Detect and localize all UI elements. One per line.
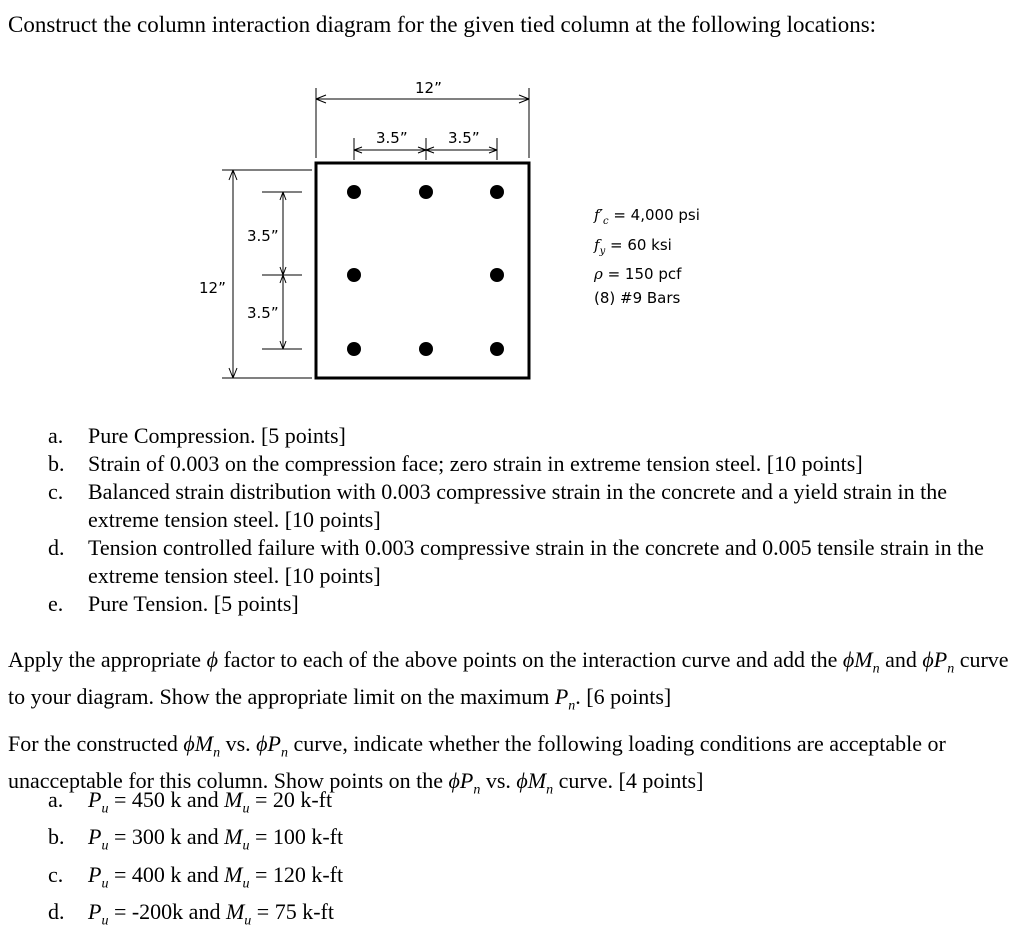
list-item <box>48 590 1018 618</box>
property-fc-value: = 4,000 psi <box>608 206 700 224</box>
property-fc: $f'_c = 4,000$ psi <box>594 206 700 227</box>
item-letter: a. <box>48 787 64 812</box>
dim-label-spacing-lower: 3.5” <box>247 304 279 322</box>
item-letter: d. <box>48 899 65 925</box>
list-item: c. $P_u = 400$ k and $M_u = 120$ k-ft <box>48 861 344 892</box>
loading-paragraph: For the constructed $\phi M_n$ vs. $\phi P_n$ curve, indicate whether the following loading conditions are acceptable or unacceptable for this column. Show points on the $\phi P_n$ vs. $\phi M_n$ curve. [4 points] <box>8 731 946 798</box>
item-letter: b. <box>48 451 65 476</box>
dim-label-top-width: 12” <box>415 79 442 97</box>
item-letter: e. <box>48 591 64 616</box>
rebar-group <box>347 185 504 356</box>
item-text: Pure Compression. [5 points] <box>88 423 346 448</box>
item-text: Balanced strain distribution with 0.003 compressive strain in the concrete and a yield strain in the extreme tension steel. [10 points] <box>88 479 947 532</box>
item-letter: d. <box>48 535 65 560</box>
list-item: a. $P_u = 450$ k and $M_u = 20$ k-ft <box>48 787 333 817</box>
list-item <box>48 422 1018 450</box>
list-item <box>48 450 1018 478</box>
column-cross-section-figure <box>0 0 1024 420</box>
dim-label-height: 12” <box>199 279 226 297</box>
dim-label-spacing-right: 3.5” <box>448 129 480 147</box>
rebar <box>419 185 433 199</box>
item-letter: a. <box>48 423 64 448</box>
list-item <box>48 534 1018 590</box>
list-item <box>48 478 1018 534</box>
material-properties <box>594 204 700 310</box>
list-item: d. $P_u = -200k$ and $M_u = 75$ k-ft <box>48 899 334 929</box>
task-list <box>48 422 1018 618</box>
item-letter: c. <box>48 861 64 887</box>
rebar <box>347 185 361 199</box>
item-text: Strain of 0.003 on the compression face; zero strain in extreme tension steel. [10 points] <box>88 451 863 476</box>
item-text: Pure Tension. [5 points] <box>88 591 299 616</box>
rebar <box>347 268 361 282</box>
item-letter: c. <box>48 479 64 504</box>
load-case-list <box>48 786 343 936</box>
property-density-value: = 150 pcf <box>602 265 682 283</box>
list-item: b. $P_u = 300$ k and $M_u = 100$ k-ft <box>48 824 344 854</box>
rebar <box>347 342 361 356</box>
phi-factor-paragraph: Apply the appropriate ϕ factor to each of the above points on the interaction curve and add the $\phi M_n$ and $\phi P_n$ curve to your diagram. Show the appropriate limit on the maximum $P_n$. [6 points] <box>8 647 1009 714</box>
property-bars: (8) #9 Bars <box>594 288 681 307</box>
problem-heading: Construct the column interaction diagram for the given tied column at the following locations: <box>8 12 877 37</box>
dim-label-spacing-left: 3.5” <box>376 129 408 147</box>
rebar <box>490 268 504 282</box>
property-density: ρ = 150 pcf <box>594 265 682 283</box>
rebar <box>490 342 504 356</box>
item-text: Tension controlled failure with 0.003 compressive strain in the concrete and 0.005 tensile strain in the extreme tension steel. [10 points] <box>88 535 984 588</box>
item-letter: b. <box>48 824 65 850</box>
dim-label-spacing-upper: 3.5” <box>247 227 279 245</box>
rebar <box>490 185 504 199</box>
property-fy-value: = 60 ksi <box>605 235 672 254</box>
rebar <box>419 342 433 356</box>
property-fy: $f_y = 60$ ksi <box>594 235 672 257</box>
